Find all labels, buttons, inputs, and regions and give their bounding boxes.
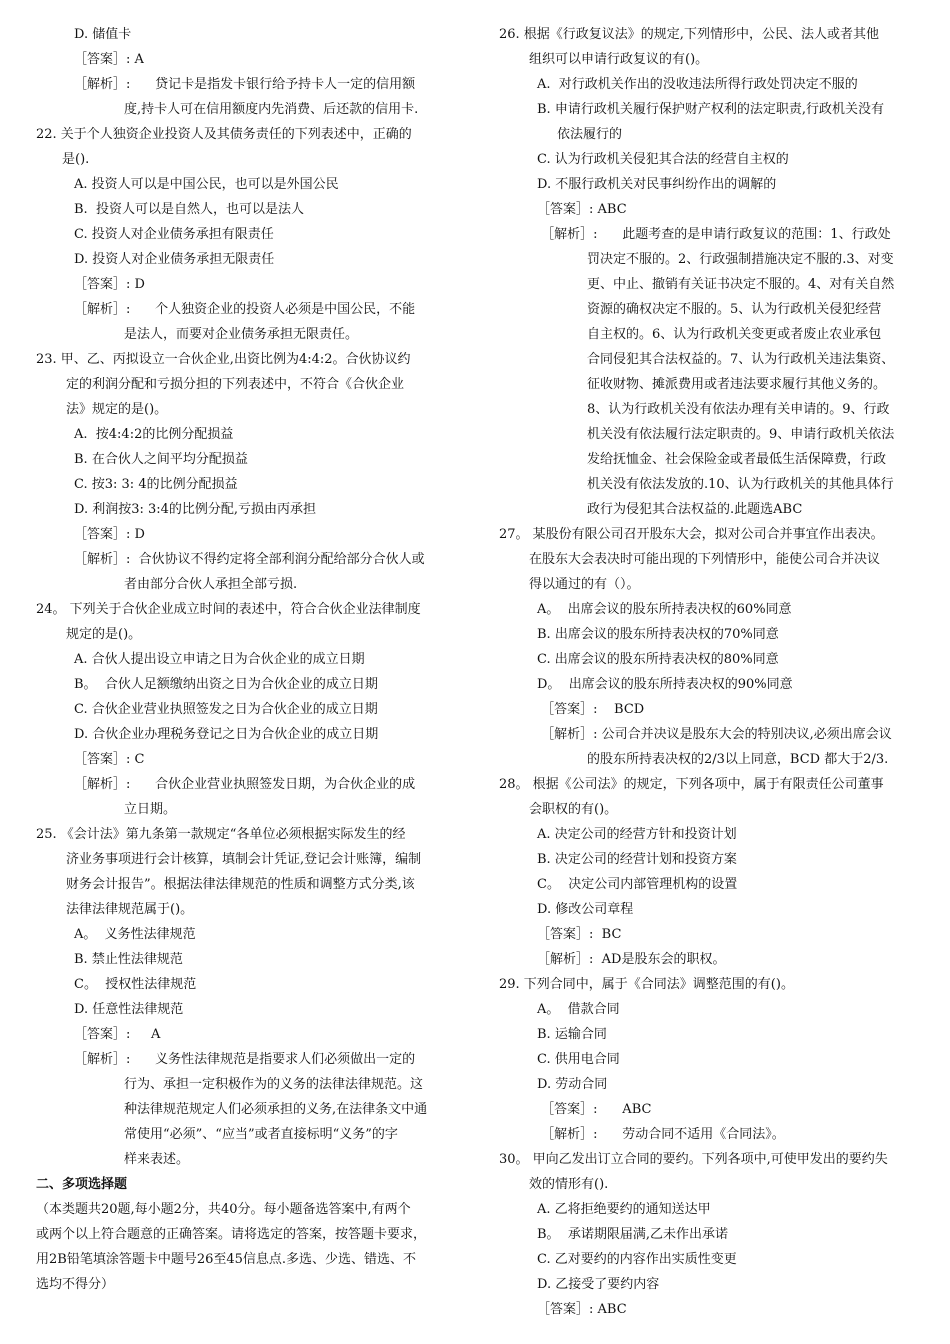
question-continuation: 济业务事项进行会计核算，填制会计凭证,登记会计账簿，编制 — [66, 852, 422, 867]
question-line: 23. 甲、乙、丙拟设立一合伙企业,出资比例为4:4:2。合伙协议约 — [36, 352, 411, 367]
question-line: 22. 关于个人独资企业投资人及其债务责任的下列表述中，正确的 — [36, 127, 412, 142]
answer-line: ［答案］: BC — [537, 927, 622, 942]
option-line: A。 借款合同 — [537, 1002, 620, 1017]
option-line: D. 修改公司章程 — [537, 902, 634, 917]
option-line: A。 义务性法律规范 — [74, 927, 196, 942]
question-line: 24。 下列关于合伙企业成立时间的表述中，符合合伙企业法律制度 — [36, 602, 421, 617]
question-line: 30。 甲向乙发出订立合同的要约。下列各项中,可使甲发出的要约失 — [499, 1152, 888, 1167]
option-line: D. 储值卡 — [74, 27, 132, 42]
section-note: （本类题共20题,每小题2分，共40分。每小题备选答案中,有两个 — [36, 1202, 411, 1217]
answer-line: ［解析］: 劳动合同不适用《合同法》。 — [537, 1127, 785, 1142]
answer-line: ［答案］: D — [74, 527, 145, 542]
answer-line: ［答案］: BCD — [537, 702, 645, 717]
explanation-continuation: 合同侵犯其合法权益的。7、认为行政机关违法集资、 — [587, 352, 895, 367]
explanation-continuation: 机关没有依法发放的.10、认为行政机关的其他具体行 — [587, 477, 894, 492]
answer-line: ［答案］: D — [74, 277, 145, 292]
explanation-line: ［解析］: 公司合并决议是股东大会的特别决议,必须出席会议 — [537, 727, 892, 742]
answer-line: ［答案］: ABC — [537, 1102, 652, 1117]
question-continuation: 财务会计报告”。根据法律法律规范的性质和调整方式分类,该 — [66, 877, 415, 892]
explanation-continuation: 度,持卡人可在信用额度内先消费、后还款的信用卡. — [124, 102, 419, 117]
option-line: C。 决定公司内部管理机构的设置 — [537, 877, 738, 892]
option-line: B。 合伙人足额缴纳出资之日为合伙企业的成立日期 — [74, 677, 378, 692]
option-line: A. 按4:4:2的比例分配损益 — [74, 427, 234, 442]
option-line: B. 在合伙人之间平均分配损益 — [74, 452, 248, 467]
question-continuation: 会职权的有()。 — [529, 802, 618, 817]
question-continuation: 法》规定的是()。 — [66, 402, 168, 417]
explanation-continuation: 立日期。 — [124, 802, 177, 817]
question-line: 25. 《会计法》第九条第一款规定“各单位必须根据实际发生的经 — [36, 827, 406, 842]
explanation-line: ［解析］: 个人独资企业的投资人必须是中国公民，不能 — [74, 302, 416, 317]
explanation-continuation: 行为、承担一定积极作为的义务的法律法律规范。这 — [124, 1077, 424, 1092]
explanation-continuation: 者由部分合伙人承担全部亏损. — [124, 577, 298, 592]
explanation-continuation: 是法人，而要对企业债务承担无限责任。 — [124, 327, 359, 342]
answer-line: ［答案］: ABC — [537, 202, 627, 217]
question-continuation: 定的利润分配和亏损分担的下列表述中，不符合《合伙企业 — [66, 377, 405, 392]
explanation-continuation: 政行为侵犯其合法权益的.此题选ABC — [587, 502, 803, 517]
answer-line: ［答案］: ABC — [537, 1302, 627, 1317]
option-line: D. 不服行政机关对民事纠纷作出的调解的 — [537, 177, 777, 192]
option-line: C. 出席会议的股东所持表决权的80%同意 — [537, 652, 779, 667]
option-line: B. 决定公司的经营计划和投资方案 — [537, 852, 737, 867]
option-line: C. 乙对要约的内容作出实质性变更 — [537, 1252, 737, 1267]
section-note: 用2B铅笔填涂答题卡中题号26至45信息点.多选、少选、错选、不 — [36, 1252, 417, 1267]
question-continuation: 组织可以申请行政复议的有()。 — [529, 52, 709, 67]
option-line: C. 投资人对企业债务承担有限责任 — [74, 227, 274, 242]
answer-line: ［答案］: C — [74, 752, 145, 767]
option-line: D. 任意性法律规范 — [74, 1002, 184, 1017]
option-line: D。 出席会议的股东所持表决权的90%同意 — [537, 677, 793, 692]
section-note: 选均不得分） — [36, 1277, 115, 1292]
question-continuation: 规定的是()。 — [66, 627, 142, 642]
option-line: B. 出席会议的股东所持表决权的70%同意 — [537, 627, 779, 642]
option-line: A. 对行政机关作出的没收违法所得行政处罚决定不服的 — [537, 77, 858, 92]
option-line: C. 按3: 3: 4的比例分配损益 — [74, 477, 238, 492]
option-line: D. 投资人对企业债务承担无限责任 — [74, 252, 275, 267]
question-continuation: 法律法律规范属于()。 — [66, 902, 194, 917]
explanation-continuation: 的股东所持表决权的2/3以上同意，BCD 都大于2/3. — [587, 752, 889, 767]
explanation-continuation: 自主权的。6、认为行政机关变更或者废止农业承包 — [587, 327, 882, 342]
answer-line: ［答案］: A — [74, 1027, 161, 1042]
option-line: A. 投资人可以是中国公民，也可以是外国公民 — [74, 177, 339, 192]
section-note: 或两个以上符合题意的正确答案。请将选定的答案，按答题卡要求， — [36, 1227, 427, 1242]
explanation-continuation: 发给抚恤金、社会保险金或者最低生活保障费，行政 — [587, 452, 887, 467]
explanation-line: ［解析］: 贷记卡是指发卡银行给予持卡人一定的信用额 — [74, 77, 416, 92]
explanation-line: ［解析］: 合伙企业营业执照签发日期，为合伙企业的成 — [74, 777, 416, 792]
explanation-line: ［解析］: 此题考查的是申请行政复议的范围：1、行政处 — [537, 227, 891, 242]
option-line: B. 运输合同 — [537, 1027, 607, 1042]
option-line: D. 乙接受了要约内容 — [537, 1277, 660, 1292]
option-line: A. 决定公司的经营方针和投资计划 — [537, 827, 737, 842]
explanation-continuation: 资源的确权决定不服的。5、认为行政机关侵犯经营 — [587, 302, 882, 317]
question-line: 26. 根据《行政复议法》的规定,下列情形中，公民、法人或者其他 — [499, 27, 879, 42]
explanation-continuation: 机关没有依法履行法定职责的。9、申请行政机关依法 — [587, 427, 895, 442]
explanation-continuation: 更、中止、撤销有关证书决定不服的。4、对有关自然 — [587, 277, 895, 292]
left-column — [36, 22, 464, 1297]
option-line: B. 禁止性法律规范 — [74, 952, 183, 967]
explanation-continuation: 征收财物、摊派费用或者违法要求履行其他义务的。 — [587, 377, 887, 392]
question-continuation: 在股东大会表决时可能出现的下列情形中，能使公司合并决议 — [529, 552, 881, 567]
explanation-continuation: 样来表述。 — [124, 1152, 190, 1167]
question-continuation: 是(). — [62, 152, 90, 167]
answer-line: ［答案］: A — [74, 52, 144, 67]
right-column — [499, 22, 929, 1322]
explanation-continuation: 罚决定不服的。2、行政强制措施决定不服的.3、对变 — [587, 252, 894, 267]
explanation-line: ［解析］: 义务性法律规范是指要求人们必须做出一定的 — [74, 1052, 416, 1067]
option-line: D. 劳动合同 — [537, 1077, 608, 1092]
question-continuation: 效的情形有(). — [529, 1177, 609, 1192]
section-heading: 二、多项选择题 — [36, 1177, 128, 1192]
explanation-continuation: 8、认为行政机关没有依法办理有关申请的。9、行政 — [587, 402, 890, 417]
option-line: A. 合伙人提出设立申请之日为合伙企业的成立日期 — [74, 652, 365, 667]
question-line: 27。 某股份有限公司召开股东大会，拟对公司合并事宜作出表决。 — [499, 527, 884, 542]
option-line: B. 申请行政机关履行保护财产权利的法定职责,行政机关没有 — [537, 102, 884, 117]
option-line: B。 承诺期限届满,乙未作出承诺 — [537, 1227, 728, 1242]
explanation-continuation: 依法履行的 — [557, 127, 623, 142]
option-line: A. 乙将拒绝要约的通知送达甲 — [537, 1202, 711, 1217]
option-line: D. 利润按3: 3:4的比例分配,亏损由丙承担 — [74, 502, 317, 517]
option-line: B. 投资人可以是自然人，也可以是法人 — [74, 202, 304, 217]
option-line: A。 出席会议的股东所持表决权的60%同意 — [537, 602, 792, 617]
explanation-continuation: 常使用“必须”、“应当”或者直接标明“义务”的字 — [124, 1127, 398, 1142]
explanation-line: ［解析］: 合伙协议不得约定将全部利润分配给部分合伙人或 — [74, 552, 425, 567]
option-line: C。 授权性法律规范 — [74, 977, 197, 992]
question-continuation: 得以通过的有（）。 — [529, 577, 640, 592]
answer-line: ［解析］: AD是股东会的职权。 — [537, 952, 726, 967]
option-line: C. 合伙企业营业执照签发之日为合伙企业的成立日期 — [74, 702, 378, 717]
option-line: D. 合伙企业办理税务登记之日为合伙企业的成立日期 — [74, 727, 379, 742]
question-line: 28。 根据《公司法》的规定，下列各项中，属于有限责任公司董事 — [499, 777, 884, 792]
explanation-continuation: 种法律规范规定人们必须承担的义务,在法律条文中通 — [124, 1102, 428, 1117]
option-line: C. 认为行政机关侵犯其合法的经营自主权的 — [537, 152, 789, 167]
question-line: 29. 下列合同中，属于《合同法》调整范围的有()。 — [499, 977, 794, 992]
option-line: C. 供用电合同 — [537, 1052, 620, 1067]
